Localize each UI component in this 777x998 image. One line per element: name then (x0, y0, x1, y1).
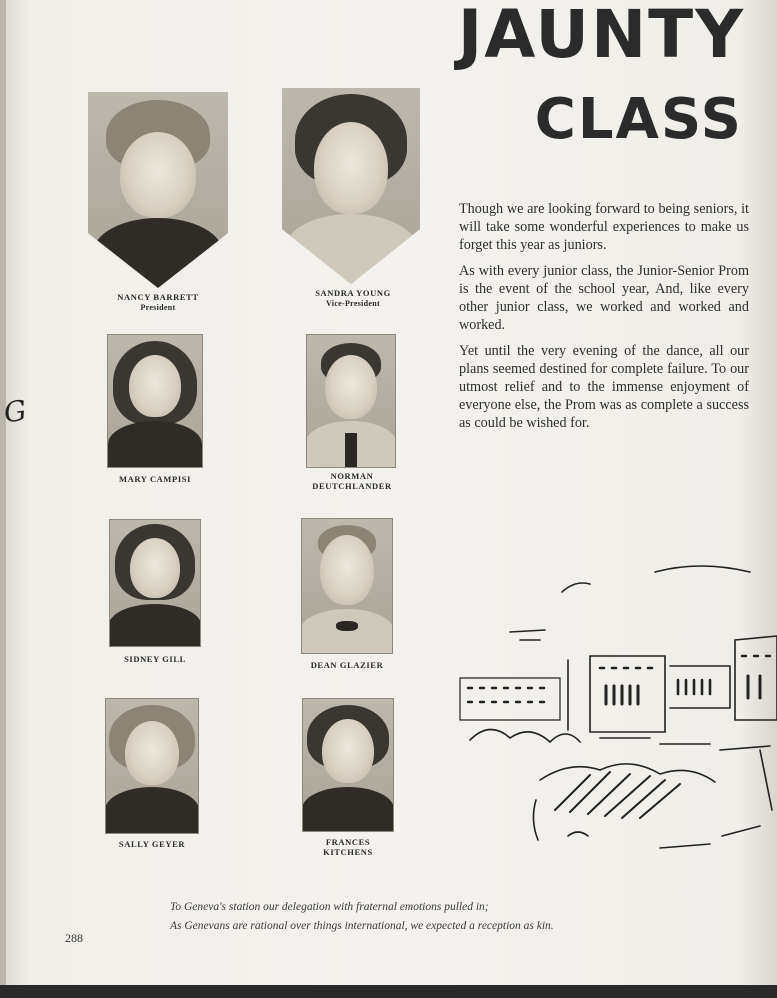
member-caption (85, 655, 225, 665)
portrait-nancy-barrett (88, 92, 228, 288)
member-name: SALLY GEYER (118, 839, 186, 849)
body-paragraph: Though we are looking forward to being seniors, it will take some wonderful experiences to make us forget this year as juniors. (459, 201, 749, 253)
officer-name: SANDRA YOUNG (315, 288, 391, 298)
body-paragraph: Yet until the very evening of the dance, all our plans seemed destined for complete failure. To our utmost relief and to the immense enjoyment of everyone else, the Prom was as complete a success as could be wished for. (459, 343, 749, 431)
portrait-sally-geyer (105, 698, 199, 834)
portrait-frances-kitchens (302, 698, 394, 832)
footer-verse (170, 898, 670, 936)
portrait-dean-glazier (301, 518, 393, 654)
member-name: DEAN GLAZIER (310, 660, 384, 670)
page-title-line-1: JAUNTY (457, 0, 745, 73)
verse-line: To Geneva's station our delegation with fraternal emotions pulled in; (170, 901, 489, 913)
member-name: FRANCES KITCHENS (323, 837, 373, 857)
body-paragraph: As with every junior class, the Junior-Senior Prom is the event of the school year, And, like every other junior class, we worked and worked and worked. (459, 263, 749, 333)
member-caption (277, 661, 417, 671)
member-name: SIDNEY GILL (124, 654, 186, 664)
portrait-sandra-young (282, 88, 420, 284)
officer-name: NANCY BARRETT (117, 292, 199, 302)
page-title-line-2: CLASS (534, 87, 743, 152)
portrait-mary-campisi (107, 334, 203, 468)
officer-role: President (140, 302, 176, 312)
page-number: 288 (65, 931, 83, 945)
binding-edge (0, 0, 6, 998)
class-description (459, 200, 749, 440)
margin-handwritten-mark: G (1, 393, 29, 430)
member-name: MARY CAMPISI (119, 474, 191, 484)
officer-caption (283, 289, 423, 308)
member-caption (85, 475, 225, 485)
verse-line: As Genevans are rational over things international, we expected a reception as kin. (170, 920, 554, 932)
bottom-edge (0, 985, 777, 998)
officer-caption (88, 293, 228, 312)
portrait-sidney-gill (109, 519, 201, 647)
member-caption (278, 838, 418, 858)
member-caption (82, 840, 222, 850)
member-caption (282, 472, 422, 492)
member-name: NORMAN DEUTCHLANDER (312, 471, 392, 491)
officer-role: Vice-President (326, 298, 380, 308)
portrait-norman-deutchlander (306, 334, 396, 468)
building-sketch-illustration (450, 560, 777, 860)
